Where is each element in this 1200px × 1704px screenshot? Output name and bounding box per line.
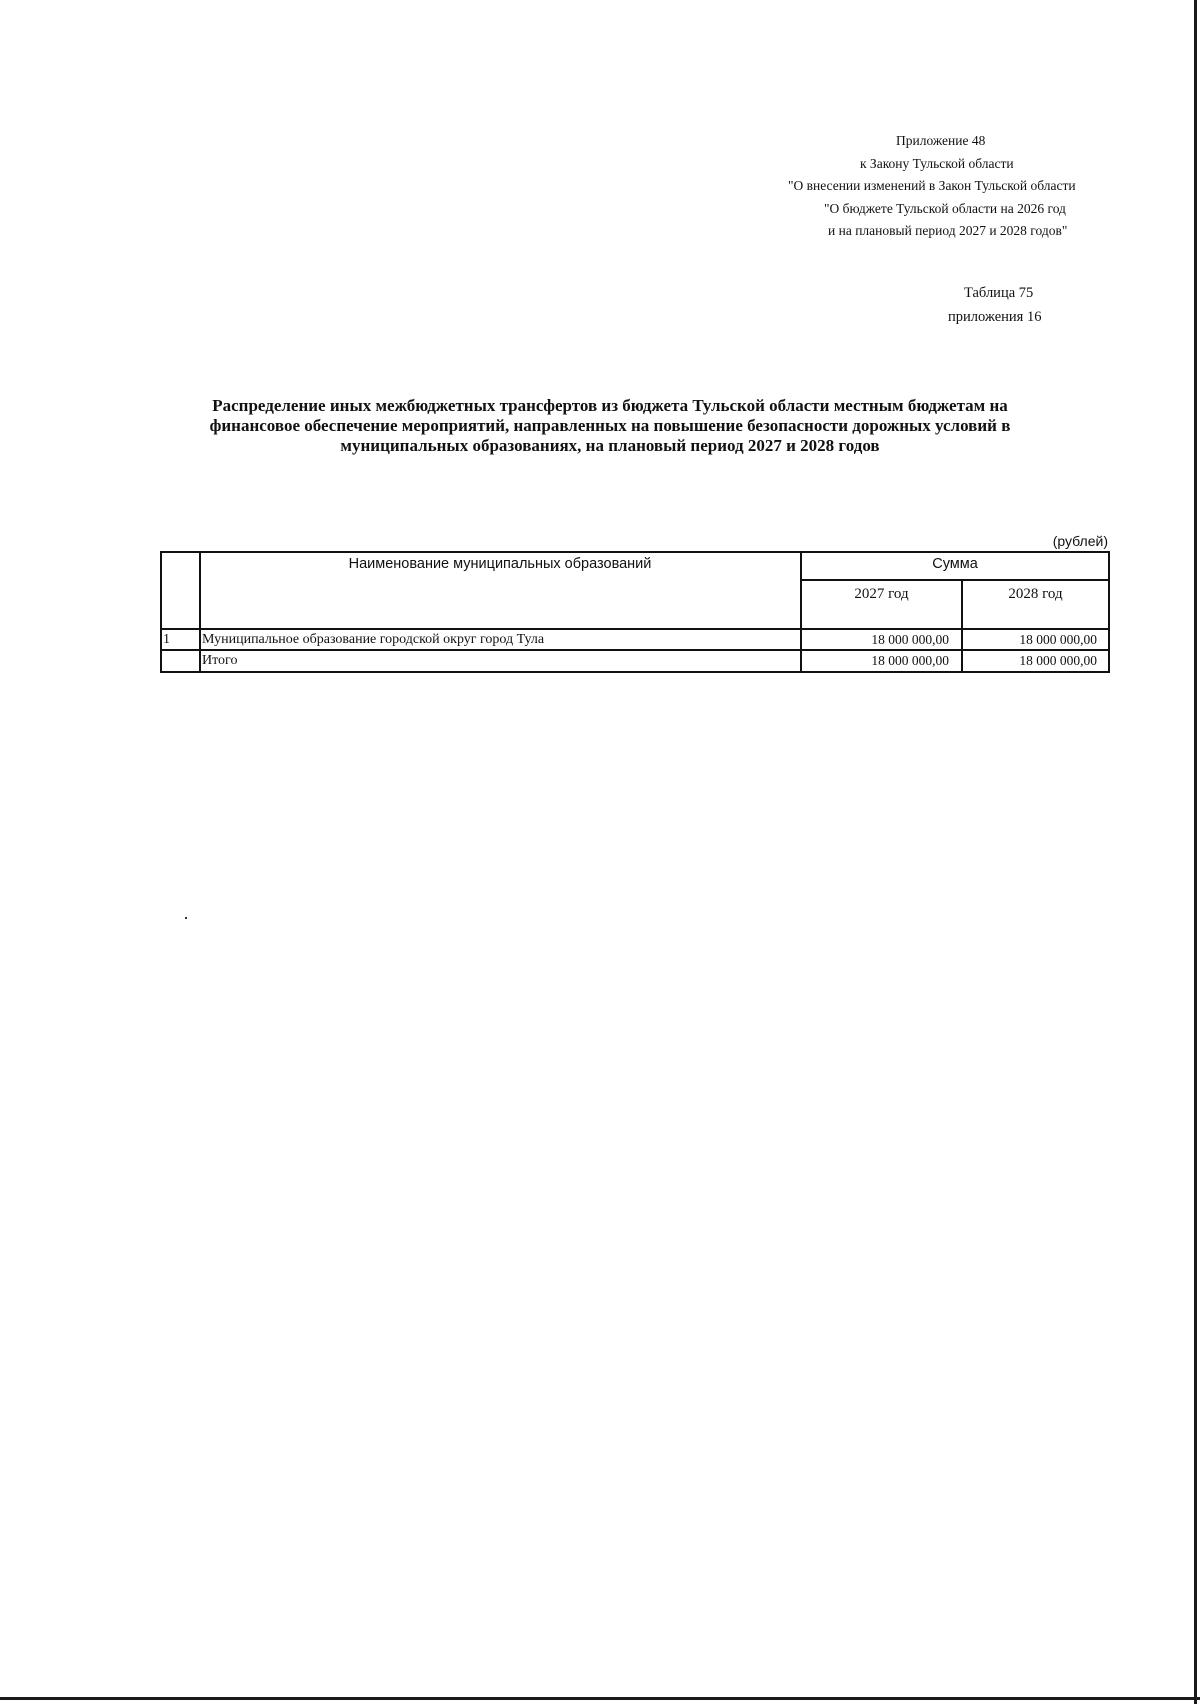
header-year-2027: 2027 год [854,586,909,602]
appendix-header [760,130,1120,243]
header-year-2028: 2028 год [1008,586,1063,602]
header-sum: Сумма [932,556,978,572]
total-value-2027: 18 000 000,00 [871,653,949,668]
table-border-top [160,551,1110,553]
total-value-2028: 18 000 000,00 [1019,653,1097,668]
scan-speck [185,917,187,919]
table-border-right [1108,551,1110,673]
table-subheader-line [800,579,1110,581]
table-row-line [160,649,1110,651]
transfers-table [160,551,1110,673]
row-value-2028: 18 000 000,00 [1019,632,1097,647]
table-border-left [160,551,162,673]
units-label: (рублей) [1052,533,1108,549]
appendix-line: "О внесении изменений в Закон Тульской области [788,178,1076,193]
title-line: Распределение иных межбюджетных трансфертов из бюджета Тульской области местным бюджетам на [212,396,1008,415]
table-header-bottom [160,628,1110,630]
scan-edge-bottom [0,1697,1200,1700]
title-line: финансовое обеспечение мероприятий, направленных на повышение безопасности дорожных условий в [209,416,1011,435]
row-number: 1 [163,632,170,647]
table-reference-line: Таблица 75 [964,285,1034,301]
document-title [140,396,1080,456]
appendix-line: к Закону Тульской области [860,155,1014,171]
title-line: муниципальных образованиях, на плановый период 2027 и 2028 годов [340,436,880,455]
row-value-2027: 18 000 000,00 [871,632,949,647]
appendix-line: Приложение 48 [896,133,986,148]
row-name: Муниципальное образование городской округ город Тула [202,632,545,647]
total-label: Итого [202,653,238,668]
appendix-line: и на плановый период 2027 и 2028 годов" [828,223,1068,238]
appendix-line: "О бюджете Тульской области на 2026 год [824,200,1066,216]
header-name: Наименование муниципальных образований [348,556,652,572]
table-reference-line: приложения 16 [948,309,1042,325]
table-border-bottom [160,671,1110,673]
table-reference [948,281,1041,329]
scan-edge-right [1194,0,1197,1704]
